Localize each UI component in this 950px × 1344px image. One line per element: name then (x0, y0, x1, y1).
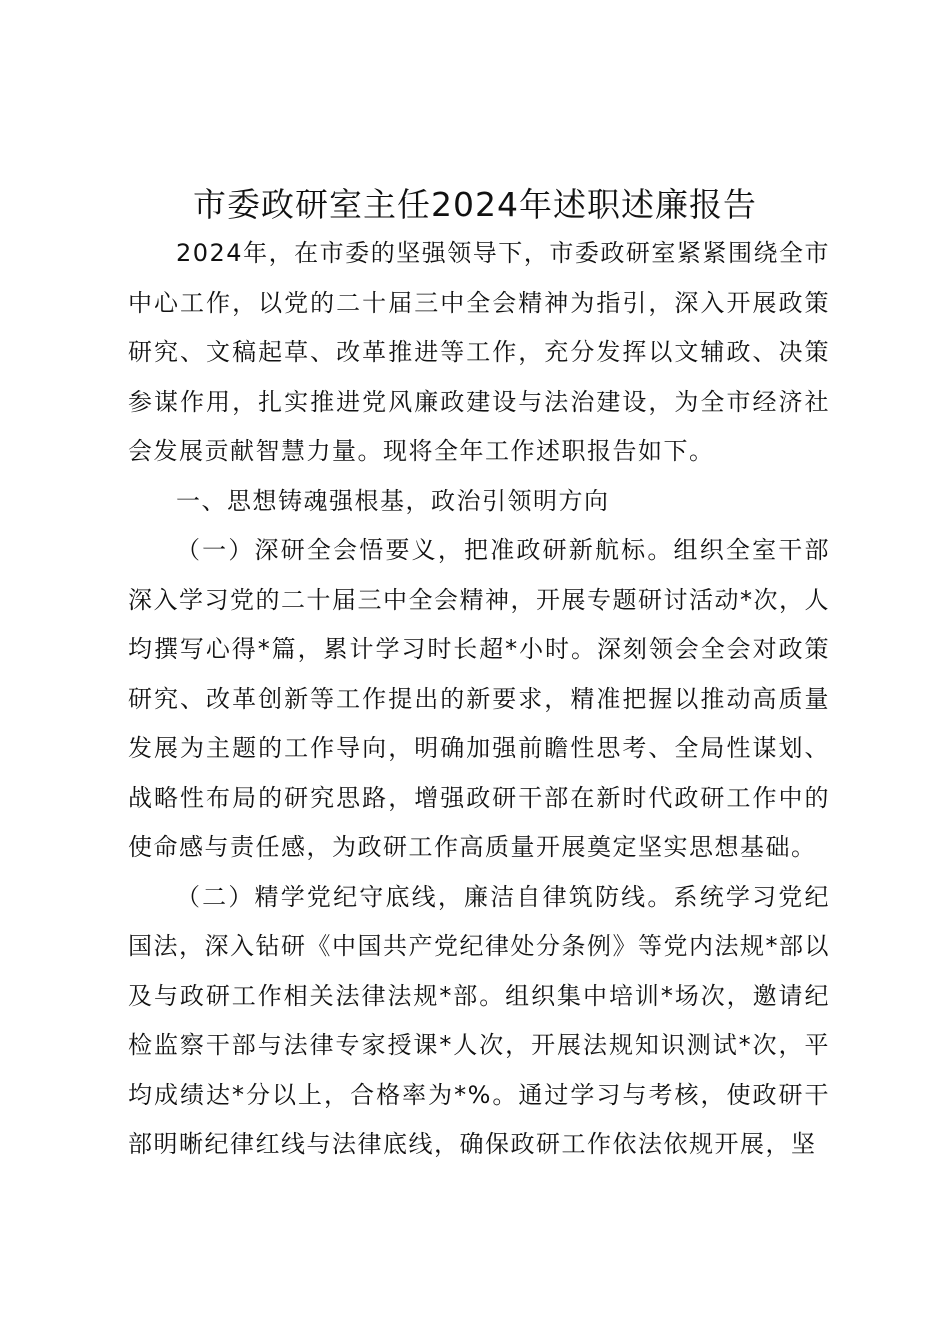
document-title: 市委政研室主任2024年述职述廉报告 (193, 185, 757, 224)
intro-paragraph: 2024年，在市委的坚强领导下，市委政研室紧紧围绕全市中心工作，以党的二十届三中全会精神为指引，深入开展政策研究、文稿起草、改革推进等工作，充分发挥以文辅政、决策参谋作用，扎实推进党风廉政建设与法治建设，为全市经济社会发展贡献智慧力量。现将全年工作述职报告如下。 (128, 239, 830, 465)
section-heading-1: 一、思想铸魂强根基，政治引领明方向 (176, 486, 610, 515)
document-body (128, 229, 830, 1170)
section-1-item-2-paragraph: （二）精学党纪守底线，廉洁自律筑防线。系统学习党纪国法，深入钻研《中国共产党纪律处分条例》等党内法规*部以及与政研工作相关法律法规*部。组织集中培训*场次，邀请纪检监察干部与法律专家授课*人次，开展法规知识测试*次，平均成绩达*分以上，合格率为*%。通过学习与考核，使政研干部明晰纪律红线与法律底线，确保政研工作依法依规开展，坚 (128, 882, 830, 1158)
section-1-item-1-paragraph: （一）深研全会悟要义，把准政研新航标。组织全室干部深入学习党的二十届三中全会精神，开展专题研讨活动*次，人均撰写心得*篇，累计学习时长超*小时。深刻领会全会对政策研究、改革创新等工作提出的新要求，精准把握以推动高质量发展为主题的工作导向，明确加强前瞻性思考、全局性谋划、战略性布局的研究思路，增强政研干部在新时代政研工作中的使命感与责任感，为政研工作高质量开展奠定坚实思想基础。 (128, 536, 830, 861)
